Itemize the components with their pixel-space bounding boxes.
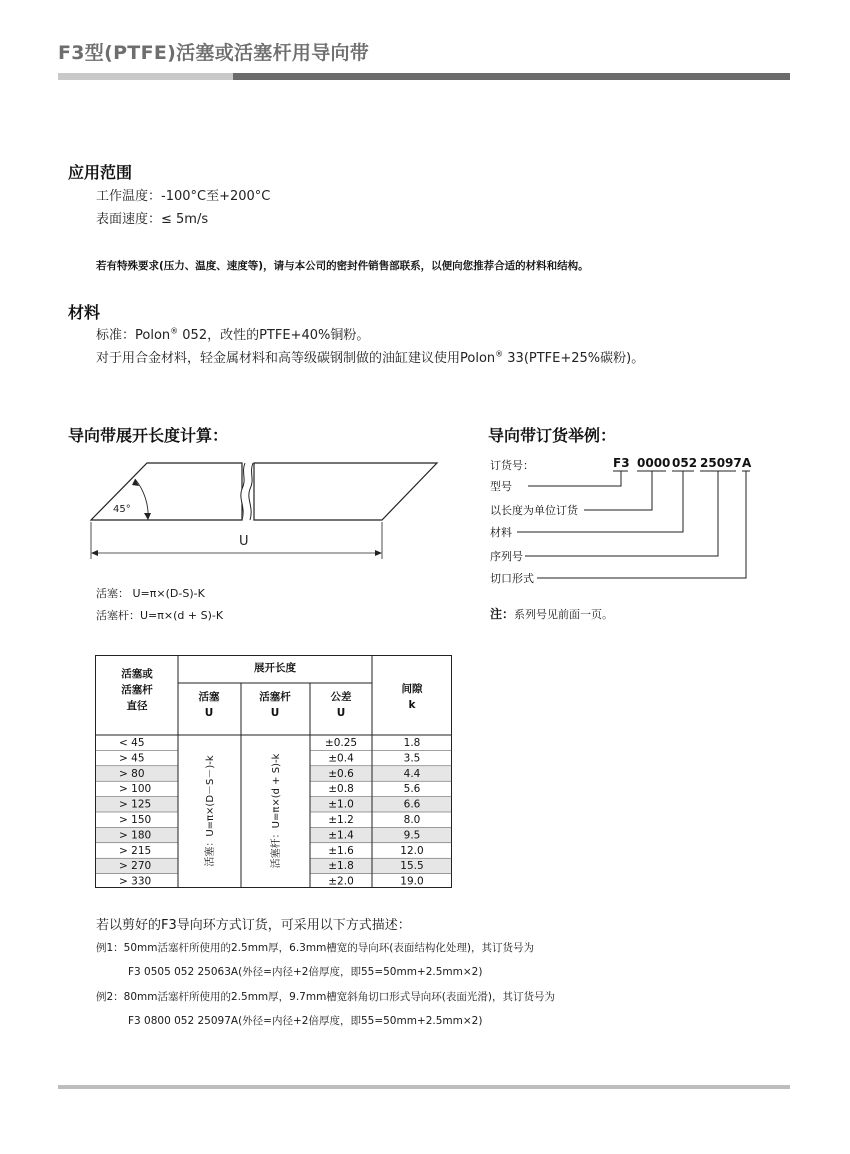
material-standard-suffix: 052，改性的PTFE+40%铜粉。: [178, 328, 370, 343]
item-type: 型号: [490, 480, 512, 493]
row-gap: 19.0: [400, 875, 424, 888]
header-bar-dark: [233, 73, 790, 80]
row-dia: > 330: [119, 875, 152, 888]
row-tol: ±1.6: [328, 844, 354, 857]
row-gap: 1.8: [403, 737, 421, 749]
order-number-label: 订货号：: [490, 459, 534, 472]
row-dia: > 270: [119, 860, 152, 873]
row-tol: ±0.6: [328, 767, 354, 780]
item-serial: 序列号: [490, 550, 523, 563]
vertical-formula-rod: 活塞杆：U=π×(d + S)-k: [271, 753, 282, 869]
row-gap: 9.5: [403, 829, 421, 842]
row-tol: ±1.2: [328, 814, 354, 826]
vertical-formula-piston: 活塞：U=π×(D－S－)-k: [205, 755, 216, 867]
row-tol: ±2.0: [328, 875, 354, 888]
row-gap: 8.0: [403, 814, 421, 826]
material-alt-suffix: 33(PTFE+25%碳粉)。: [503, 351, 645, 366]
row-gap: 15.5: [400, 860, 424, 873]
material-heading: 材料: [68, 303, 101, 322]
header-rod: 活塞杆: [259, 691, 291, 703]
header-rod-u: U: [270, 707, 280, 719]
application-heading: 应用范围: [68, 163, 133, 182]
row-tol: ±1.4: [328, 829, 354, 842]
item-material: 材料: [490, 526, 512, 539]
header-piston: 活塞: [198, 691, 220, 703]
header-tol: 公差: [330, 691, 352, 703]
code-type: F3: [613, 456, 630, 470]
strip-diagram: [85, 455, 455, 575]
code-cut: A: [742, 456, 752, 470]
row-gap: 3.5: [403, 752, 421, 765]
row-dia: > 100: [119, 783, 152, 796]
row-dia: > 150: [119, 814, 152, 826]
code-serial: 25097: [700, 456, 742, 470]
order-heading: 导向带订货举例：: [488, 426, 617, 445]
registered-mark: ®: [495, 349, 504, 359]
note-text: 系列号见前面一页。: [514, 608, 614, 621]
row-gap: 5.6: [403, 783, 421, 796]
row-gap: 6.6: [403, 798, 421, 811]
row-tol: ±1.0: [328, 798, 354, 811]
header-tol-u: U: [336, 707, 346, 719]
row-gap: 4.4: [403, 767, 421, 780]
header-dia-1: 活塞或: [121, 668, 153, 680]
row-tol: ±1.8: [328, 860, 354, 873]
examples-intro: 若以剪好的F3导向环方式订货，可采用以下方式描述：: [96, 918, 411, 933]
registered-mark: ®: [170, 326, 179, 336]
calc-heading: 导向带展开长度计算：: [68, 426, 229, 445]
page-title: F3型(PTFE)活塞或活塞杆用导向带: [58, 42, 370, 64]
row-dia: < 45: [119, 737, 145, 749]
code-length: 0000: [637, 456, 671, 470]
row-dia: > 215: [119, 844, 152, 857]
item-cut: 切口形式: [490, 572, 534, 585]
note-label: 注：: [490, 607, 515, 621]
row-dia: > 180: [119, 829, 152, 842]
header-dia-3: 直径: [126, 700, 148, 712]
example-1: 例1：50mm活塞杆所使用的2.5mm厚，6.3mm槽宽的导向环(表面结构化处理)，其订货号为: [96, 942, 534, 954]
u-dimension-label: U: [239, 534, 249, 549]
header-gap-k: k: [408, 699, 416, 711]
material-standard: [96, 324, 369, 343]
material-standard-prefix: 标准：Polon: [96, 328, 171, 343]
code-material: 052: [672, 456, 698, 470]
header-bar-light: [58, 73, 233, 80]
row-tol: ±0.4: [328, 752, 354, 765]
item-length: 以长度为单位订货: [490, 504, 578, 517]
row-tol: ±0.25: [324, 737, 358, 749]
speed-text: 表面速度：≤ 5m/s: [96, 212, 209, 227]
order-code-diagram: [480, 450, 780, 595]
special-request-note: 若有特殊要求(压力、温度、速度等)，请与本公司的密封件销售部联系，以便向您推荐合适的材料和结构。: [96, 260, 589, 272]
row-dia: > 125: [119, 798, 152, 811]
example-1-code: F3 0505 052 25063A(外径=内径+2倍厚度，即55=50mm+2.5mm×2): [128, 966, 483, 978]
order-note: [490, 603, 613, 622]
table-grid: [95, 655, 452, 888]
header-piston-u: U: [204, 707, 214, 719]
example-2: 例2：80mm活塞杆所使用的2.5mm厚，9.7mm槽宽斜角切口形式导向环(表面光滑)，其订货号为: [96, 991, 555, 1003]
header-group: 展开长度: [254, 662, 296, 674]
formula-rod: 活塞杆：U=π×(d + S)-K: [96, 609, 224, 622]
material-alternative: [96, 347, 644, 366]
header-dia-2: 活塞杆: [121, 684, 153, 696]
row-tol: ±0.8: [328, 783, 354, 796]
formula-piston: 活塞： U=π×(D-S)-K: [96, 587, 205, 600]
temperature-text: 工作温度：-100°C至+200°C: [96, 189, 271, 204]
row-dia: > 45: [119, 752, 145, 765]
footer-bar: [58, 1085, 790, 1089]
row-dia: > 80: [119, 767, 145, 780]
angle-label: 45°: [113, 504, 131, 515]
material-alt-prefix: 对于用合金材料，轻金属材料和高等级碳钢制做的油缸建议使用Polon: [96, 351, 496, 366]
length-table: [95, 655, 452, 888]
row-gap: 12.0: [400, 844, 424, 857]
example-2-code: F3 0800 052 25097A(外径=内径+2倍厚度，即55=50mm+2.5mm×2): [128, 1015, 483, 1027]
header-gap: 间隙: [401, 683, 423, 695]
